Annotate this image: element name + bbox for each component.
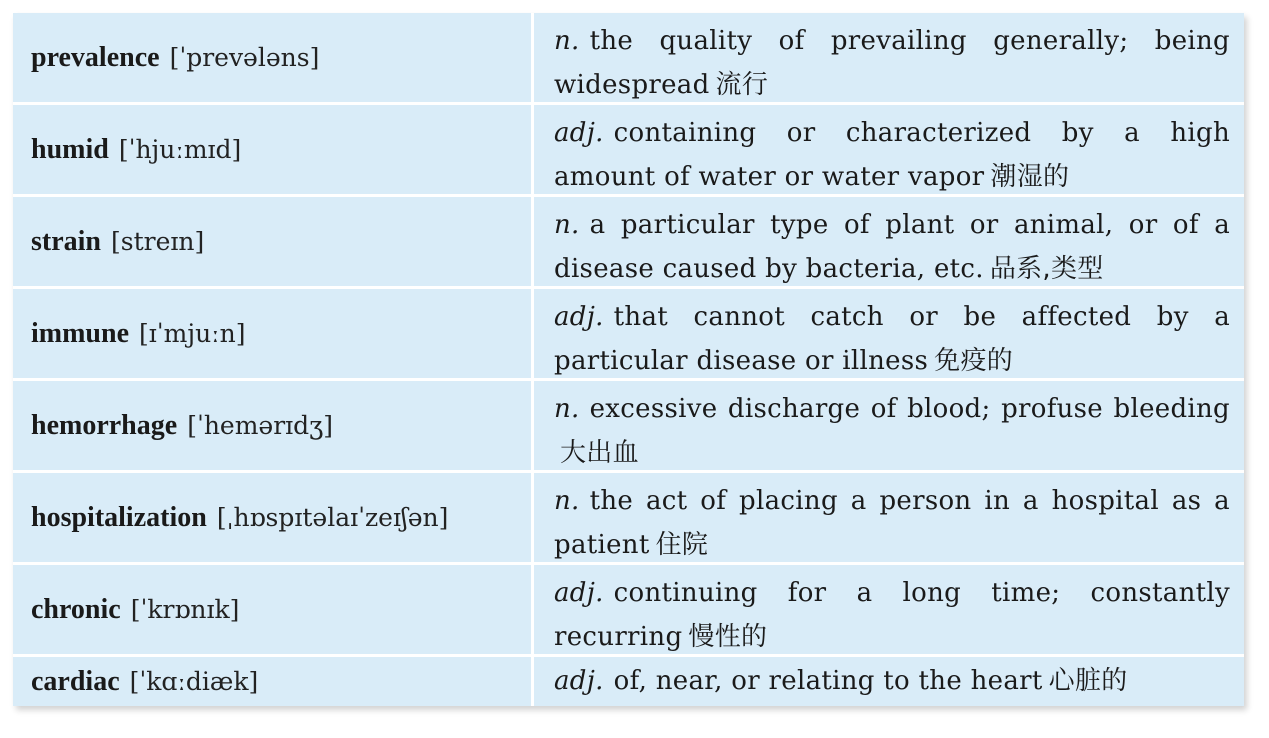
headword: hemorrhage <box>31 409 178 441</box>
pronunciation: [ˈkrɒnɪk] <box>130 595 240 624</box>
definition-text: continuing for a long time; constantly recurring <box>554 578 1230 652</box>
chinese-translation: 品系,类型 <box>989 254 1104 284</box>
definition-cell <box>534 13 1244 102</box>
definition-cell <box>534 565 1244 654</box>
word-cell <box>13 13 531 102</box>
pronunciation: [ɪˈmjuːn] <box>139 319 246 348</box>
word-cell <box>13 105 531 194</box>
table-row <box>13 13 1244 105</box>
chinese-translation: 流行 <box>715 70 769 100</box>
table-row <box>13 381 1244 473</box>
chinese-translation: 潮湿的 <box>990 162 1070 192</box>
part-of-speech: adj. <box>554 118 604 148</box>
headword: prevalence <box>31 41 160 73</box>
pronunciation: [ˈhemərɪdʒ] <box>187 411 334 440</box>
definition-cell <box>534 657 1244 706</box>
word-cell <box>13 289 531 378</box>
word-cell <box>13 197 531 286</box>
part-of-speech: adj. <box>554 578 604 608</box>
chinese-translation: 住院 <box>655 530 709 560</box>
word-cell <box>13 565 531 654</box>
definition-text: the quality of prevailing generally; being widespread <box>554 26 1230 100</box>
definition-text: excessive discharge of blood; profuse bleeding <box>589 394 1230 424</box>
part-of-speech: adj. <box>554 302 604 332</box>
definition-text: containing or characterized by a high amount of water or water vapor <box>554 118 1230 192</box>
headword: immune <box>31 317 129 349</box>
definition-cell <box>534 105 1244 194</box>
definition-cell <box>534 473 1244 562</box>
table-row <box>13 105 1244 197</box>
table-row <box>13 473 1244 565</box>
definition-text: a particular type of plant or animal, or of a disease caused by bacteria, etc. <box>554 210 1230 284</box>
definition-cell <box>534 381 1244 470</box>
chinese-translation: 免疫的 <box>934 346 1014 376</box>
table-row <box>13 289 1244 381</box>
chinese-translation: 心脏的 <box>1048 666 1128 696</box>
definition-cell <box>534 289 1244 378</box>
vocabulary-table <box>13 13 1244 706</box>
headword: humid <box>31 133 109 165</box>
headword: hospitalization <box>31 501 207 533</box>
word-cell <box>13 381 531 470</box>
word-cell <box>13 657 531 706</box>
headword: strain <box>31 225 101 257</box>
table-row <box>13 197 1244 289</box>
chinese-translation: 大出血 <box>560 438 639 468</box>
part-of-speech: n. <box>554 26 580 56</box>
table-row <box>13 657 1244 706</box>
chinese-translation: 慢性的 <box>688 622 768 652</box>
pronunciation: [ˈkɑːdiæk] <box>129 667 259 696</box>
part-of-speech: n. <box>554 210 580 240</box>
part-of-speech: n. <box>554 486 580 516</box>
word-cell <box>13 473 531 562</box>
pronunciation: [streɪn] <box>111 227 205 256</box>
pronunciation: [ˌhɒspɪtəlaɪˈzeɪʃən] <box>216 503 449 532</box>
headword: cardiac <box>31 665 120 697</box>
part-of-speech: n. <box>554 394 580 424</box>
pronunciation: [ˈprevələns] <box>169 43 320 72</box>
headword: chronic <box>31 593 121 625</box>
definition-cell <box>534 197 1244 286</box>
table-row <box>13 565 1244 657</box>
definition-text: that cannot catch or be affected by a particular disease or illness <box>554 302 1230 376</box>
pronunciation: [ˈhjuːmɪd] <box>118 135 242 164</box>
definition-text: the act of placing a person in a hospital as a patient <box>554 486 1230 560</box>
definition-text: of, near, or relating to the heart <box>613 666 1043 696</box>
part-of-speech: adj. <box>554 666 604 696</box>
